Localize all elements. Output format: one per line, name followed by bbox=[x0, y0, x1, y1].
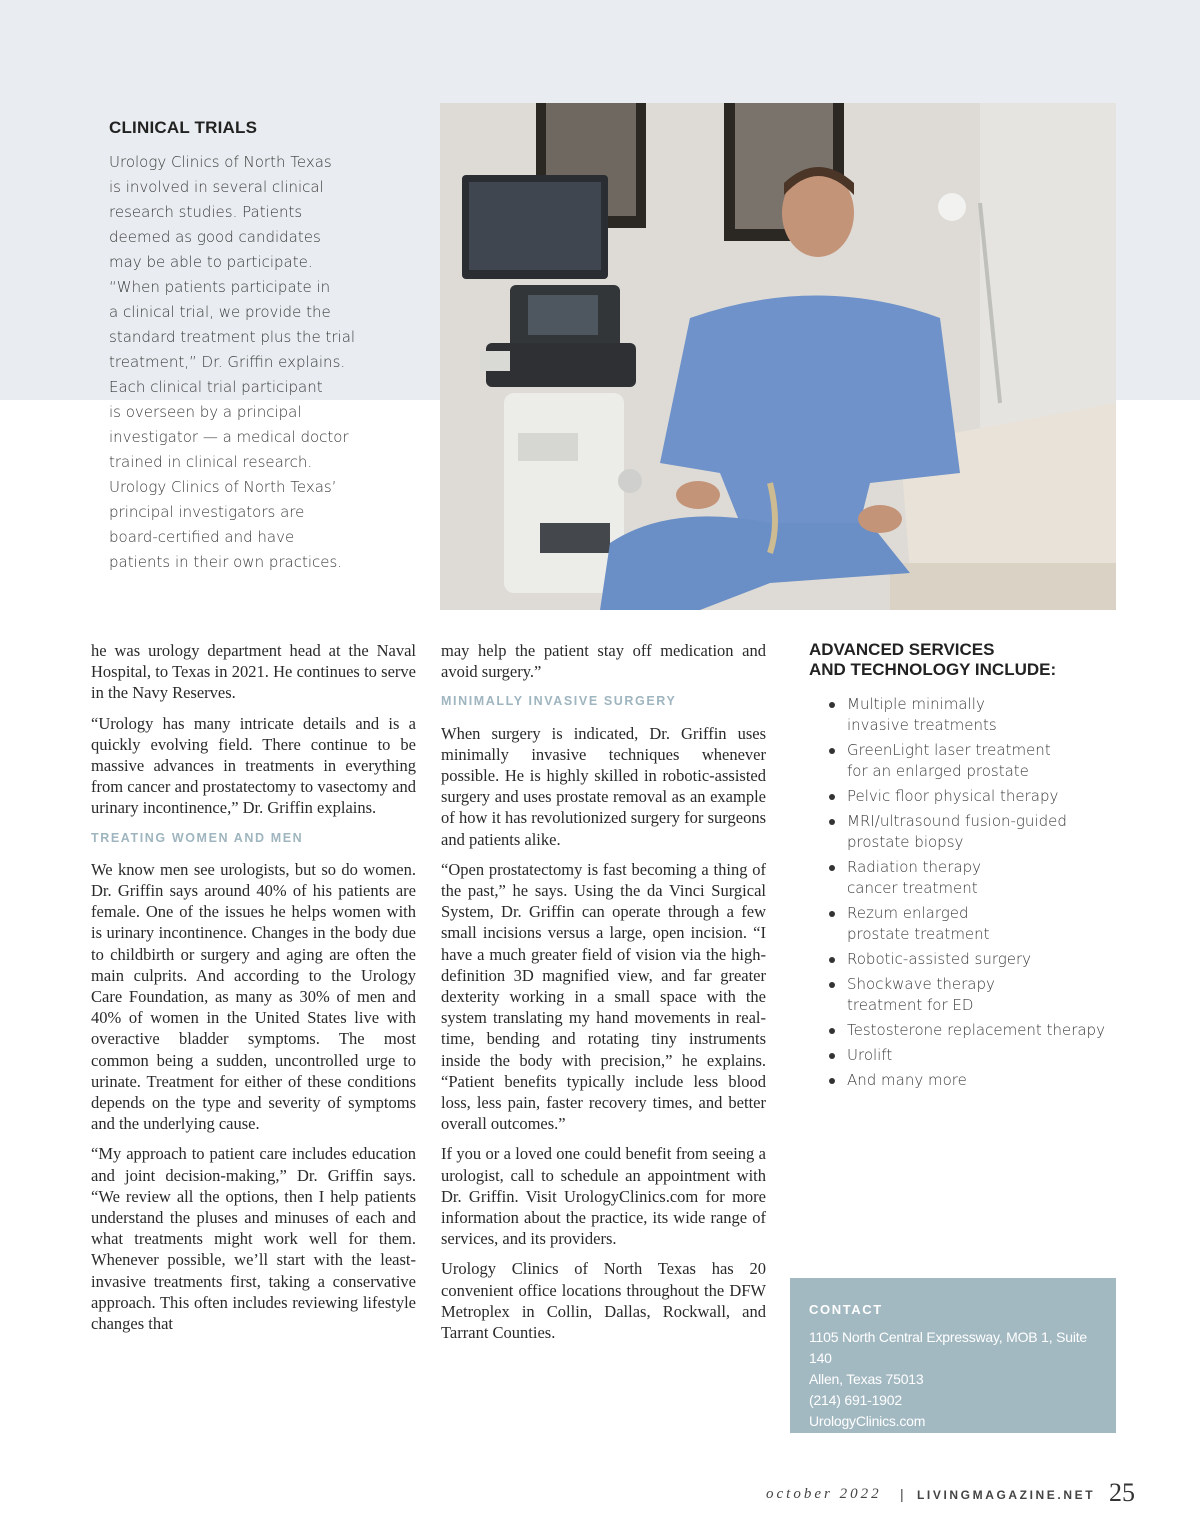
article-column-2 bbox=[441, 640, 766, 1352]
contact-address-line-1: 1105 North Central Expressway, MOB 1, Suite 140 bbox=[809, 1329, 1088, 1366]
service-item: Multiple minimally invasive treatments bbox=[829, 694, 1129, 736]
service-item: GreenLight laser treatment for an enlarged prostate bbox=[829, 740, 1129, 782]
column1-paragraph-4: “My approach to patient care includes education and joint decision-making,” Dr. Griffin says. “We review all the options, then I help patients understand the pluses and minuses of each and what treatments might work well for them. Whenever possible, we’ll start with the least-invasive treatments first, taking a conservative approach. This often includes reviewing lifestyle changes that bbox=[91, 1144, 416, 1334]
service-item: Rezum enlarged prostate treatment bbox=[829, 903, 1129, 945]
column2-paragraph-4: If you or a loved one could benefit from seeing a urologist, call to schedule an appointment with Dr. Griffin. Visit UrologyClinics.com for more information about the practice, its wide range of services, and its providers. bbox=[441, 1144, 766, 1249]
service-item: Robotic-assisted surgery bbox=[829, 949, 1129, 970]
clinical-trials-sidebar bbox=[109, 118, 409, 575]
contact-box bbox=[790, 1278, 1116, 1433]
magazine-website[interactable]: LIVINGMAGAZINE.NET bbox=[917, 1488, 1096, 1502]
services-bullets bbox=[809, 694, 1129, 1091]
service-item: Radiation therapy cancer treatment bbox=[829, 857, 1129, 899]
treating-women-and-men-subhead: TREATING WOMEN AND MEN bbox=[91, 830, 304, 845]
doctor-photo bbox=[440, 103, 1116, 610]
page-number: 25 bbox=[1109, 1478, 1135, 1507]
column2-paragraph-5: Urology Clinics of North Texas has 20 convenient office locations throughout the DFW Metroplex in Collin, Dallas, Rockwall, and Tarrant Counties. bbox=[441, 1259, 766, 1343]
contact-website-link[interactable]: UrologyClinics.com bbox=[809, 1413, 926, 1429]
contact-phone[interactable]: (214) 691-1902 bbox=[809, 1392, 902, 1408]
service-item: And many more bbox=[829, 1070, 1129, 1091]
column1-paragraph-2: “Urology has many intricate details and is a quickly evolving field. There continue to be massive advances in treatments in everything from cancer and prostatectomy to vasectomy and urinary incontinence,” Dr. Griffin explains. bbox=[91, 713, 416, 818]
issue-date: october 2022 bbox=[766, 1486, 882, 1502]
article-column-1 bbox=[91, 640, 416, 1343]
column1-paragraph-3: We know men see urologists, but so do women. Dr. Griffin says around 40% of his patients are female. One of the issues he helps women with is urinary incontinence. Changes in the body due to childbirth or surgery and aging are often the main culprits. And according to the Urology Care Foundation, as many as 30% of men and 40% of women in the United States live with overactive bladder symptoms. The most common being a sudden, uncontrolled urge to urinate. Treatment for either of these conditions depends on the type and severity of symptoms and the underlying cause. bbox=[91, 859, 416, 1134]
column2-paragraph-1: may help the patient stay off medication and avoid surgery.” bbox=[441, 641, 766, 682]
advanced-services-list bbox=[809, 640, 1129, 1095]
footer-separator: | bbox=[900, 1486, 904, 1502]
minimally-invasive-surgery-subhead: MINIMALLY INVASIVE SURGERY bbox=[441, 694, 677, 709]
contact-title: CONTACT bbox=[809, 1302, 883, 1317]
column2-paragraph-2: When surgery is indicated, Dr. Griffin uses minimally invasive techniques whenever possible. He is highly skilled in robotic-assisted surgery and uses prostate removal as an example of how it has revolutionized surgery for surgeons and patients alike. bbox=[441, 723, 766, 849]
service-item: MRI/ultrasound fusion-guided prostate biopsy bbox=[829, 811, 1129, 853]
service-item: Pelvic floor physical therapy bbox=[829, 786, 1129, 807]
service-item: Shockwave therapy treatment for ED bbox=[829, 974, 1129, 1016]
doctor-photo-illustration bbox=[440, 103, 1116, 610]
service-item: Testosterone replacement therapy bbox=[829, 1020, 1129, 1041]
page-footer bbox=[766, 1478, 1146, 1508]
services-title: ADVANCED SERVICES AND TECHNOLOGY INCLUDE: bbox=[809, 640, 1057, 679]
service-item: Urolift bbox=[829, 1045, 1129, 1066]
clinical-trials-title: CLINICAL TRIALS bbox=[109, 118, 258, 137]
column1-paragraph-1: he was urology department head at the Naval Hospital, to Texas in 2021. He continues to serve in the Navy Reserves. bbox=[91, 641, 416, 703]
column2-paragraph-3: “Open prostatectomy is fast becoming a thing of the past,” he says. Using the da Vinci Surgical System, Dr. Griffin can operate through a few small incisions versus a large, open incision. “I have a much greater field of vision via the high-definition 3D magnified view, and far greater dexterity working in a small space with the system translating my hand movements in real-time, bending and rotating tiny instruments inside the body with precision,” he explains. “Patient benefits typically include less blood loss, less pain, faster recovery times, and better overall outcomes.” bbox=[441, 859, 766, 1134]
contact-address-line-2: Allen, Texas 75013 bbox=[809, 1371, 924, 1387]
clinical-trials-body: Urology Clinics of North Texas is involved in several clinical research studies. Patients deemed as good candidates may be able to participate. “When patients participate in a clinical trial, we provide the standard treatment plus the trial treatment,” Dr. Griffin explains. Each clinical trial participant is overseen by a principal investigator — a medical doctor trained in clinical research. Urology Clinics of North Texas’ principal investigators are board-certified and have patients in their own practices. bbox=[109, 153, 356, 571]
